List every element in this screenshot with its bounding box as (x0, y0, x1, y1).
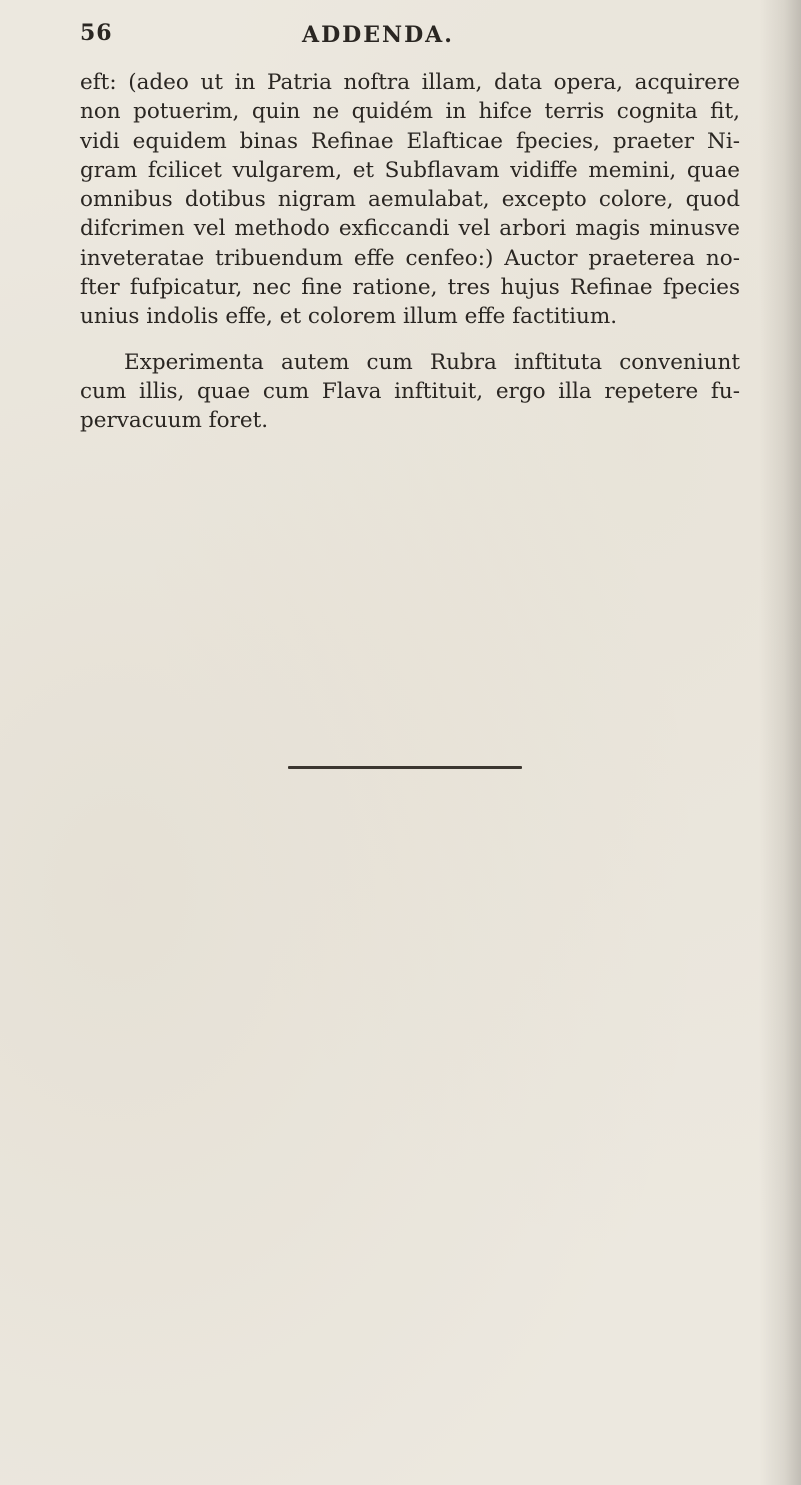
text-line: omnibus dotibus nigram aemulabat, excepto colore, quod (80, 187, 740, 213)
text-line: vidi equidem binas Refinae Elafticae fpecies, praeter Ni- (80, 128, 740, 154)
body-text (80, 68, 740, 436)
page-edge-shadow (759, 0, 801, 1485)
text-line: Experimenta autem cum Rubra inftituta conveniunt (124, 349, 740, 375)
section-rule (288, 766, 522, 769)
page-number: 56 (80, 20, 113, 46)
text-line: unius indolis effe, et colorem illum effe factitium. (80, 304, 618, 330)
page-header (80, 20, 720, 54)
text-line: inveteratae tribuendum effe cenfeo:) Auctor praeterea no- (80, 245, 740, 271)
running-head: ADDENDA. (302, 22, 454, 48)
text-line: gram fcilicet vulgarem, et Subflavam vidiffe memini, quae (80, 157, 740, 183)
text-line: non potuerim, quin ne quidém in hifce terris cognita fit, (80, 99, 740, 125)
text-line: cum illis, quae cum Flava inftituit, ergo illa repetere fu- (80, 378, 740, 404)
paragraph-1 (80, 68, 740, 332)
text-line: eft: (adeo ut in Patria noftra illam, data opera, acquirere (80, 70, 740, 95)
text-line: fter fufpicatur, nec fine ratione, tres hujus Refinae fpecies (80, 275, 740, 301)
text-line: pervacuum foret. (80, 408, 269, 434)
text-line: difcrimen vel methodo exficcandi vel arbori magis minusve (80, 216, 740, 242)
paragraph-2 (80, 348, 740, 436)
